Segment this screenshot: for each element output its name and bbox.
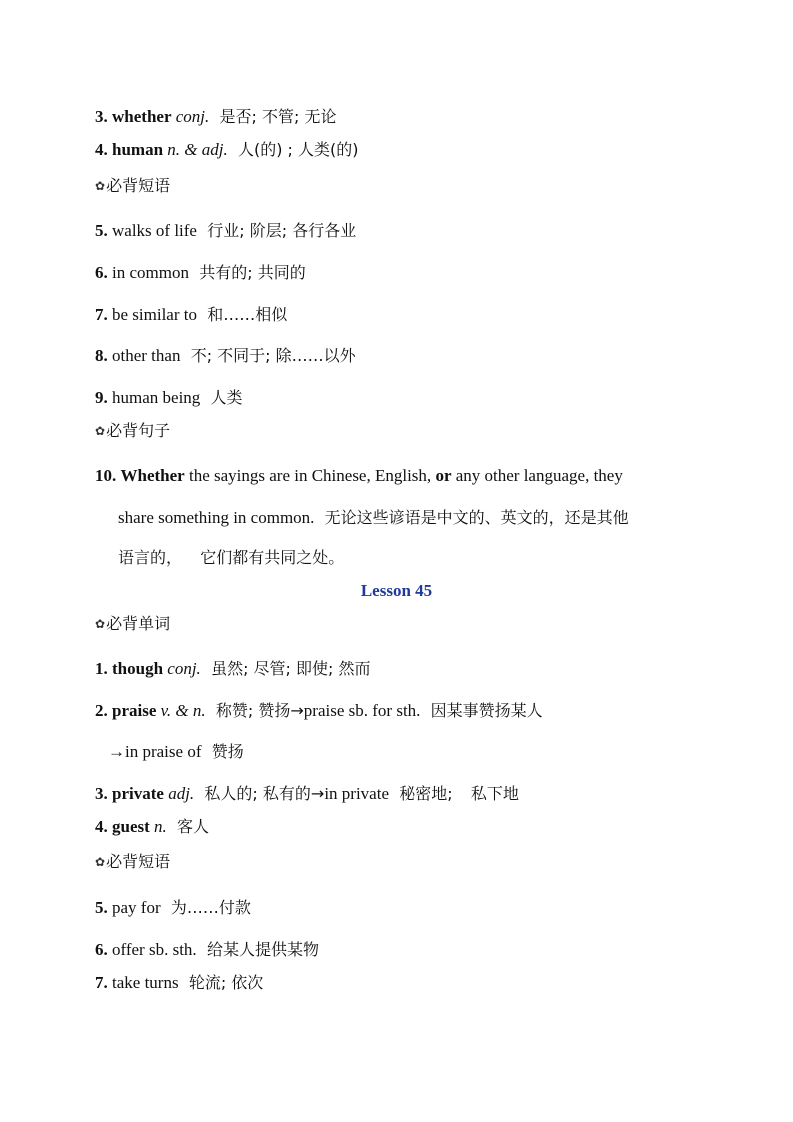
entry-meaning: 为……付款 xyxy=(170,898,251,917)
vocab-entry xyxy=(95,817,209,837)
entry-number: 7. xyxy=(95,305,108,324)
entry-pos: adj. xyxy=(168,784,195,803)
sentence-bold: Whether xyxy=(120,466,185,485)
section-heading: ✿必背单词 xyxy=(95,614,171,633)
entry-pos: n. & adj. xyxy=(167,140,228,159)
flower-bullet-icon: ✿ xyxy=(95,179,106,193)
flower-bullet-icon: ✿ xyxy=(95,617,106,631)
vocab-entry xyxy=(95,659,371,679)
entry-extra-meaning: 私下地 xyxy=(470,784,519,803)
entry-meaning: 虽然; 尽管; 即使; 然而 xyxy=(211,659,371,678)
entry-number: 9. xyxy=(95,388,108,407)
phrase-entry xyxy=(95,221,356,241)
section-heading: ✿必背短语 xyxy=(95,176,171,195)
entry-meaning: 私人的; 私有的→ xyxy=(204,784,325,803)
sentence-text: the sayings are in Chinese, English, xyxy=(188,466,432,485)
sentence-line xyxy=(118,548,344,568)
vocab-entry xyxy=(95,140,359,160)
entry-meaning: 人(的) ; 人类(的) xyxy=(237,140,359,159)
entry-meaning: 不; 不同于; 除……以外 xyxy=(190,346,356,365)
entry-phrase: walks of life xyxy=(112,221,197,240)
phrase-entry xyxy=(95,346,356,366)
entry-number: 6. xyxy=(95,263,108,282)
entry-word: private xyxy=(112,784,164,803)
entry-number: 4. xyxy=(95,140,108,159)
entry-word: whether xyxy=(112,107,172,126)
entry-number: 10. xyxy=(95,466,117,485)
phrase-entry xyxy=(95,973,263,993)
phrase-entry xyxy=(95,898,251,918)
entry-number: 7. xyxy=(95,973,108,992)
sentence-bold: or xyxy=(435,466,452,485)
entry-phrase: be similar to xyxy=(112,305,197,324)
entry-meaning: 客人 xyxy=(177,817,210,836)
vocab-entry xyxy=(95,701,543,721)
lesson-title: Lesson 45 xyxy=(360,581,433,600)
entry-extra-meaning: 赞扬 xyxy=(211,742,244,761)
entry-phrase: in common xyxy=(112,263,189,282)
flower-bullet-icon: ✿ xyxy=(95,424,106,438)
entry-number: 3. xyxy=(95,784,108,803)
section-heading: ✿必背句子 xyxy=(95,421,171,440)
entry-number: 8. xyxy=(95,346,108,365)
entry-number: 2. xyxy=(95,701,108,720)
vocab-entry xyxy=(95,784,519,804)
vocab-entry-continuation xyxy=(108,742,244,762)
section-heading: ✿必背短语 xyxy=(95,852,171,871)
entry-number: 3. xyxy=(95,107,108,126)
sentence-line xyxy=(118,508,629,528)
entry-meaning: 是否; 不管; 无论 xyxy=(219,107,337,126)
entry-extra-meaning: 秘密地; xyxy=(399,784,453,803)
vocab-entry xyxy=(95,107,336,127)
entry-word: human xyxy=(112,140,164,159)
entry-word: though xyxy=(112,659,164,678)
entry-meaning: 和……相似 xyxy=(207,305,288,324)
entry-number: 6. xyxy=(95,940,108,959)
phrase-entry xyxy=(95,305,287,325)
entry-extra: in praise of xyxy=(125,742,202,761)
entry-phrase: human being xyxy=(112,388,201,407)
entry-number: 5. xyxy=(95,221,108,240)
entry-number: 4. xyxy=(95,817,108,836)
sentence-text: share something in common. xyxy=(118,508,315,527)
sentence-line xyxy=(95,466,623,486)
entry-pos: conj. xyxy=(167,659,201,678)
sentence-text: any other language, they xyxy=(455,466,623,485)
entry-phrase: offer sb. sth. xyxy=(112,940,197,959)
entry-meaning: 行业; 阶层; 各行各业 xyxy=(207,221,357,240)
entry-extra: praise sb. for sth. xyxy=(303,701,421,720)
entry-meaning: 人类 xyxy=(210,388,243,407)
entry-phrase: pay for xyxy=(112,898,161,917)
sentence-translation: 无论这些谚语是中文的、英文的，还是其他 xyxy=(324,508,629,527)
entry-number: 1. xyxy=(95,659,108,678)
entry-word: praise xyxy=(112,701,157,720)
entry-meaning: 给某人提供某物 xyxy=(206,940,319,959)
sentence-translation: 它们都有共同之处。 xyxy=(200,548,345,567)
entry-meaning: 轮流; 依次 xyxy=(188,973,264,992)
entry-pos: conj. xyxy=(175,107,210,126)
entry-word: guest xyxy=(112,817,150,836)
phrase-entry xyxy=(95,388,243,408)
entry-phrase: other than xyxy=(112,346,181,365)
entry-phrase: take turns xyxy=(112,973,179,992)
sentence-translation: 语言的， xyxy=(118,548,183,567)
entry-meaning: 共有的; 共同的 xyxy=(199,263,306,282)
phrase-entry xyxy=(95,940,319,960)
phrase-entry xyxy=(95,263,306,283)
flower-bullet-icon: ✿ xyxy=(95,855,106,869)
entry-pos: v. & n. xyxy=(160,701,206,720)
arrow-icon: → xyxy=(108,742,125,761)
entry-extra: in private xyxy=(324,784,389,803)
entry-number: 5. xyxy=(95,898,108,917)
entry-meaning: 称赞; 赞扬→ xyxy=(215,701,304,720)
entry-extra-meaning: 因某事赞扬某人 xyxy=(430,701,543,720)
entry-pos: n. xyxy=(154,817,167,836)
